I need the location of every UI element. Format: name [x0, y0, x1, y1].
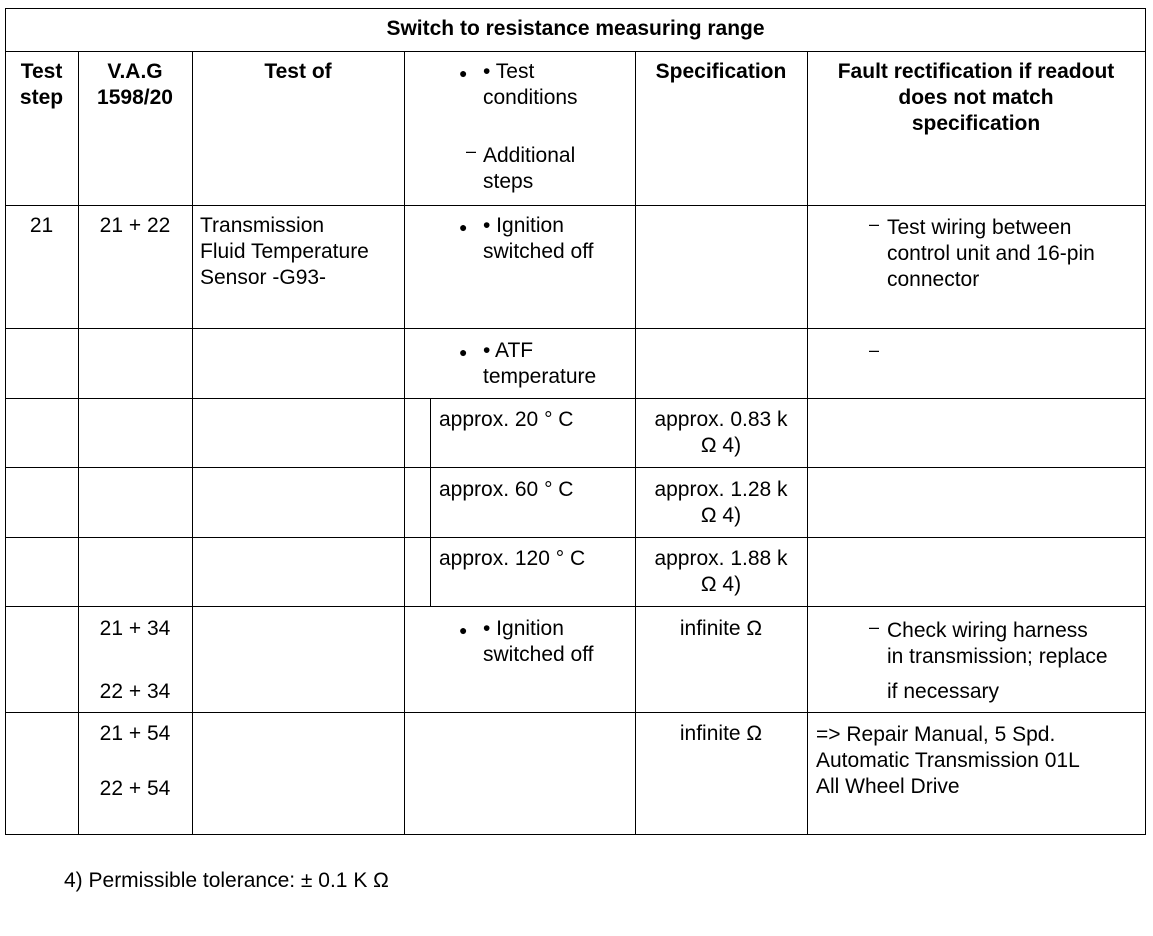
cell-temperature: approx. 120 ° C — [439, 547, 586, 570]
table-border-bottom — [5, 834, 1146, 835]
bullet-icon: ● — [459, 219, 468, 235]
row-divider — [5, 606, 1146, 607]
header-divider — [5, 205, 1146, 206]
cell-fault-rectification: => Repair Manual, 5 Spd. Automatic Transmission 01L All Wheel Drive — [816, 723, 1080, 798]
cell-test-of: Transmission Fluid Temperature Sensor -G93- — [200, 214, 369, 289]
cell-vag: 21 + 22 — [99, 214, 171, 237]
dash-icon: – — [869, 214, 880, 234]
table-border-left — [5, 8, 6, 835]
cell-temperature: approx. 20 ° C — [439, 408, 574, 431]
cell-vag: 22 + 54 — [99, 777, 171, 800]
header-specification: Specification — [655, 60, 787, 83]
column-divider — [404, 51, 405, 835]
cell-vag: 21 + 34 — [99, 617, 171, 640]
table-title: Switch to resistance measuring range — [386, 17, 765, 40]
temp-subcolumn-divider — [430, 398, 431, 606]
cell-condition: • Ignition switched off — [483, 214, 594, 263]
cell-test-step: 21 — [29, 214, 54, 237]
header-test-conditions: • Test conditions — [483, 60, 578, 109]
cell-specification: approx. 1.28 k Ω 4) — [654, 478, 788, 527]
dash-icon: – — [466, 141, 477, 161]
row-divider — [5, 328, 1146, 329]
column-divider — [807, 51, 808, 835]
row-divider — [5, 712, 1146, 713]
bullet-icon: ● — [459, 344, 468, 360]
cell-vag: 22 + 34 — [99, 680, 171, 703]
column-divider — [78, 51, 79, 835]
row-divider — [5, 467, 1146, 468]
footnote: 4) Permissible tolerance: ± 0.1 K Ω — [64, 869, 389, 892]
row-divider — [5, 398, 1146, 399]
dash-icon: – — [869, 617, 880, 637]
header-test-step: Test step — [19, 60, 64, 109]
cell-specification: approx. 1.88 k Ω 4) — [654, 547, 788, 596]
title-divider — [5, 51, 1146, 52]
row-divider — [5, 537, 1146, 538]
table-border-top — [5, 8, 1146, 9]
bullet-icon: ● — [459, 622, 468, 638]
cell-fault-rectification-cont: if necessary — [887, 680, 1000, 703]
header-additional-steps: Additional steps — [483, 144, 576, 193]
cell-condition: • ATF temperature — [483, 339, 597, 388]
spec-table — [5, 8, 1146, 835]
bullet-icon: ● — [459, 65, 468, 81]
cell-vag: 21 + 54 — [99, 722, 171, 745]
column-divider — [192, 51, 193, 835]
dash-icon: – — [869, 340, 880, 360]
header-vag: V.A.G 1598/20 — [97, 60, 173, 109]
cell-specification: infinite Ω — [679, 617, 763, 640]
cell-specification: infinite Ω — [679, 722, 763, 745]
table-border-right — [1145, 8, 1146, 835]
cell-temperature: approx. 60 ° C — [439, 478, 574, 501]
cell-fault-rectification: Check wiring harness in transmission; replace — [887, 619, 1108, 668]
cell-fault-rectification: Test wiring between control unit and 16-pin connector — [887, 216, 1095, 291]
cell-condition: • Ignition switched off — [483, 617, 594, 666]
header-fault-rectification: Fault rectification if readout does not match specification — [837, 60, 1115, 135]
cell-specification: approx. 0.83 k Ω 4) — [654, 408, 788, 457]
header-test-of: Test of — [264, 60, 332, 83]
